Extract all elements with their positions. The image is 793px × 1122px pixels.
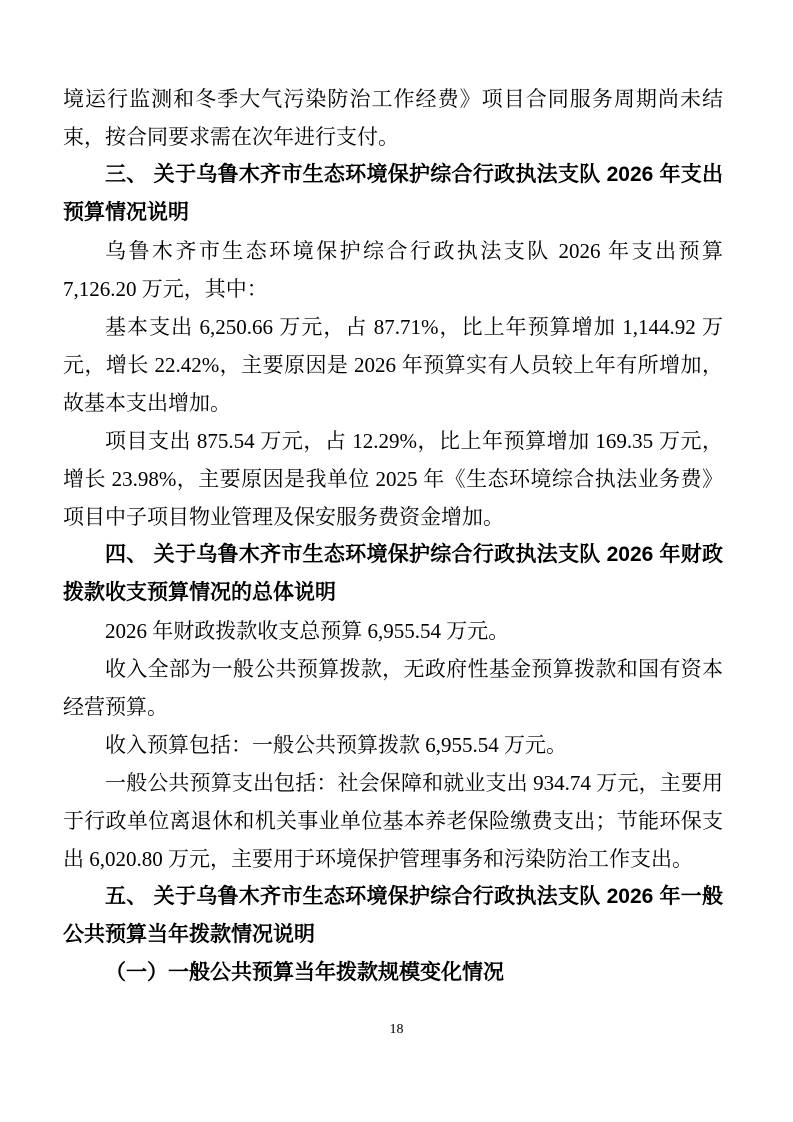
paragraph-public-budget-expenditure: 一般公共预算支出包括：社会保障和就业支出 934.74 万元，主要用于行政单位离退休和机关事业单位基本养老保险缴费支出；节能环保支出 6,020.80 万元，主要用于环境保护管理事务和污染防治工作支出。: [63, 771, 723, 871]
paragraph-income-budget: 收入预算包括：一般公共预算拨款 6,955.54 万元。: [105, 733, 567, 757]
paragraph-basic-expenditure: 基本支出 6,250.66 万元，占 87.71%，比上年预算增加 1,144.92 万元，增长 22.42%，主要原因是 2026 年预算实有人员较上年有所增加，故基本支出增加。: [63, 315, 723, 415]
paragraph-project-expenditure: 项目支出 875.54 万元，占 12.29%，比上年预算增加 169.35 万元，增长 23.98%，主要原因是我单位 2025 年《生态环境综合执法业务费》项目中子项目物业管理及保安服务费资金增加。: [63, 429, 723, 529]
paragraph-expenditure-total: 乌鲁木齐市生态环境保护综合行政执法支队 2026 年支出预算 7,126.20 万元，其中：: [63, 239, 723, 301]
sub-heading-5-1: （一）一般公共预算当年拨款规模变化情况: [105, 961, 504, 984]
section-heading-4: 四、 关于乌鲁木齐市生态环境保护综合行政执法支队 2026 年财政拨款收支预算情况的总体说明: [63, 543, 723, 604]
paragraph-income-source: 收入全部为一般公共预算拨款，无政府性基金预算拨款和国有资本经营预算。: [63, 657, 723, 719]
paragraph-fiscal-total: 2026 年财政拨款收支总预算 6,955.54 万元。: [105, 619, 510, 643]
section-heading-3: 三、 关于乌鲁木齐市生态环境保护综合行政执法支队 2026 年支出预算情况说明: [63, 163, 723, 224]
section-heading-5: 五、 关于乌鲁木齐市生态环境保护综合行政执法支队 2026 年一般公共预算当年拨款情况说明: [63, 885, 723, 946]
page-number: 18: [389, 1022, 404, 1037]
paragraph-continuation: 境运行监测和冬季大气污染防治工作经费》项目合同服务周期尚未结束，按合同要求需在次年进行支付。: [63, 87, 723, 149]
document-body: [63, 80, 723, 992]
